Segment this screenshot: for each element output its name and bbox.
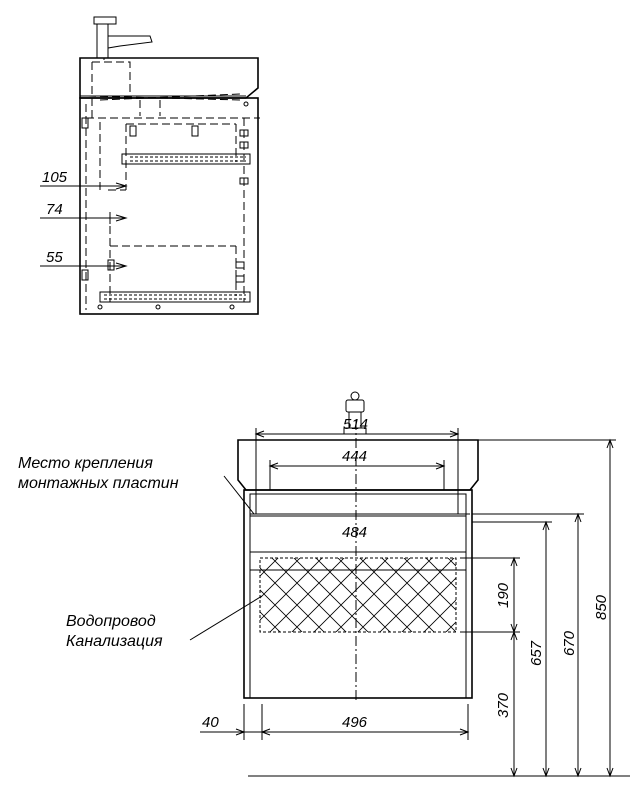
dim-40-label: 40 bbox=[202, 714, 219, 731]
dim-657 bbox=[472, 522, 552, 776]
dim-55 bbox=[40, 249, 126, 269]
basin-outline bbox=[80, 58, 258, 98]
dim-514-label: 514 bbox=[343, 416, 369, 433]
dim-74 bbox=[40, 201, 126, 224]
fixing-marks bbox=[82, 102, 248, 309]
dim-496 bbox=[262, 704, 468, 740]
dim-444 bbox=[270, 448, 444, 490]
dim-484-label: 484 bbox=[342, 524, 368, 541]
dim-657-label: 657 bbox=[528, 640, 545, 666]
dim-55-label: 55 bbox=[46, 249, 63, 266]
pipe-zone-hatch bbox=[260, 558, 456, 632]
shelf-upper bbox=[122, 154, 250, 164]
faucet-side bbox=[94, 17, 152, 60]
dim-514 bbox=[256, 416, 458, 514]
dim-74-label: 74 bbox=[46, 201, 63, 218]
dim-105-label: 105 bbox=[42, 169, 68, 186]
dim-105 bbox=[40, 169, 126, 189]
pipe-callout bbox=[66, 596, 262, 650]
mount-label-line1: Место крепления bbox=[18, 455, 153, 472]
mount-callout bbox=[18, 455, 254, 514]
mount-label-line2: монтажных пластин bbox=[18, 475, 179, 492]
shelf-lower bbox=[100, 292, 250, 302]
top-view bbox=[40, 17, 260, 314]
front-view bbox=[18, 392, 630, 776]
dim-850-label: 850 bbox=[593, 594, 610, 620]
dim-370-label: 370 bbox=[495, 692, 512, 718]
dim-190-label: 190 bbox=[495, 582, 512, 608]
dim-40 bbox=[200, 704, 262, 740]
pipe-label-line2: Канализация bbox=[66, 633, 163, 650]
dim-190 bbox=[460, 558, 520, 632]
pipe-label-line1: Водопровод bbox=[66, 613, 156, 630]
cabinet-side-outline bbox=[80, 98, 258, 314]
dim-670-label: 670 bbox=[561, 630, 578, 656]
dim-496-label: 496 bbox=[342, 714, 368, 731]
dim-444-label: 444 bbox=[342, 448, 368, 465]
dim-484 bbox=[250, 516, 466, 541]
dim-370 bbox=[495, 632, 517, 776]
